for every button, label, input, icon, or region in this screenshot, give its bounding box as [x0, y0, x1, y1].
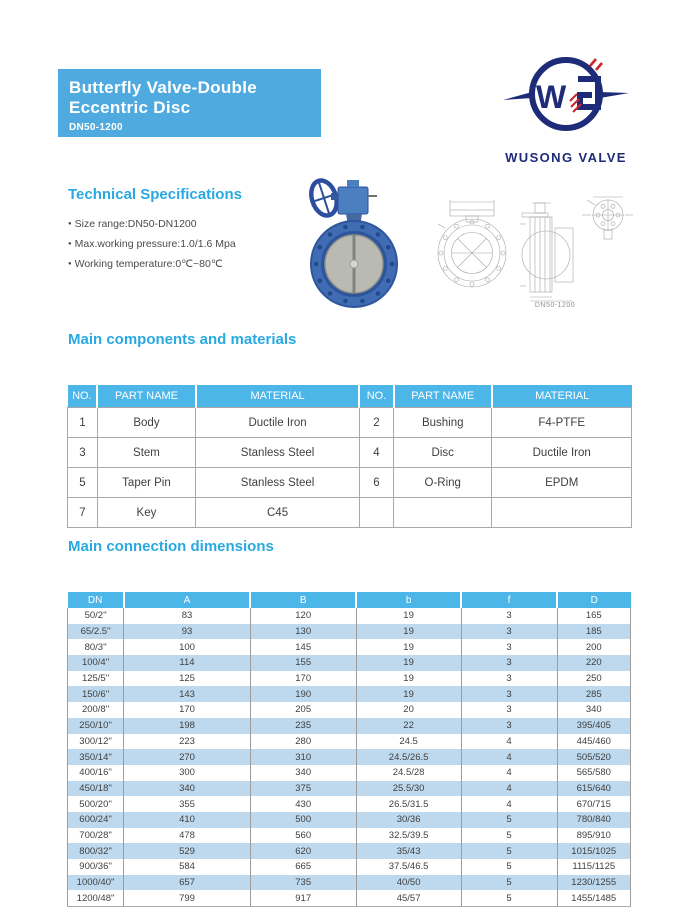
table-cell: 355 — [124, 796, 250, 812]
table-cell: 4 — [461, 749, 557, 765]
table-row — [68, 859, 631, 875]
table-cell: 529 — [124, 843, 250, 859]
table-row — [68, 408, 632, 438]
table-row — [68, 749, 631, 765]
table-cell: 2 — [359, 408, 393, 438]
brand-logo — [495, 50, 637, 165]
table-cell: 80/3'' — [68, 639, 124, 655]
table-cell: 505/520 — [557, 749, 630, 765]
table-cell: Stem — [97, 438, 195, 468]
table-cell: 50/2'' — [68, 608, 124, 624]
components-heading: Main components and materials — [68, 331, 297, 348]
table-cell: Ductile Iron — [196, 408, 360, 438]
table-cell: 200/8'' — [68, 702, 124, 718]
table-cell: Taper Pin — [97, 468, 195, 498]
table-cell: 24.5/26.5 — [356, 749, 461, 765]
table-cell: 3 — [461, 686, 557, 702]
table-row — [68, 639, 631, 655]
table-cell: 350/14'' — [68, 749, 124, 765]
table-cell: 5 — [461, 812, 557, 828]
table-cell: 20 — [356, 702, 461, 718]
product-size-range: DN50-1200 — [69, 122, 123, 133]
spec-item: ● Max.working pressure:1.0/1.6 Mpa — [68, 234, 236, 254]
table-cell: 340 — [557, 702, 630, 718]
table-cell: 100 — [124, 639, 250, 655]
table-cell: 500 — [250, 812, 356, 828]
table-row — [68, 608, 631, 624]
table-cell: 560 — [250, 828, 356, 844]
table-cell: 250/10'' — [68, 718, 124, 734]
table-cell: 375 — [250, 781, 356, 797]
table-cell: 4 — [461, 734, 557, 750]
table-cell: Stanless Steel — [196, 438, 360, 468]
table-cell: 130 — [250, 624, 356, 640]
table-cell: 5 — [461, 828, 557, 844]
column-header: f — [461, 592, 557, 608]
logo-mark-icon — [501, 50, 631, 142]
table-cell: 5 — [461, 890, 557, 906]
column-header: b — [356, 592, 461, 608]
table-row — [68, 671, 631, 687]
table-row — [68, 890, 631, 906]
column-header: B — [250, 592, 356, 608]
table-cell: 5 — [68, 468, 98, 498]
table-cell: 735 — [250, 875, 356, 891]
table-cell: Bushing — [394, 408, 492, 438]
table-header-row — [68, 385, 632, 408]
table-cell: 3 — [68, 438, 98, 468]
table-cell: 620 — [250, 843, 356, 859]
table-cell: C45 — [196, 498, 360, 528]
table-cell: 5 — [461, 859, 557, 875]
table-cell: 155 — [250, 655, 356, 671]
table-cell: 657 — [124, 875, 250, 891]
table-cell: 1115/1125 — [557, 859, 630, 875]
table-cell: 150/6'' — [68, 686, 124, 702]
table-cell: 198 — [124, 718, 250, 734]
column-header: NO. — [68, 385, 98, 408]
table-row — [68, 875, 631, 891]
product-title-banner — [58, 69, 321, 137]
table-row — [68, 468, 632, 498]
table-cell: 1455/1485 — [557, 890, 630, 906]
table-cell: 235 — [250, 718, 356, 734]
table-cell: 300 — [124, 765, 250, 781]
table-row — [68, 812, 631, 828]
column-header: PART NAME — [394, 385, 492, 408]
table-cell: 1 — [68, 408, 98, 438]
dimensions-table — [67, 592, 631, 907]
table-cell: Stanless Steel — [196, 468, 360, 498]
table-cell — [359, 498, 393, 528]
table-cell: 900/36'' — [68, 859, 124, 875]
table-cell: 6 — [359, 468, 393, 498]
table-cell: 24.5/28 — [356, 765, 461, 781]
table-cell: 478 — [124, 828, 250, 844]
table-cell: 25.5/30 — [356, 781, 461, 797]
table-row — [68, 781, 631, 797]
table-cell: 125/5'' — [68, 671, 124, 687]
table-row — [68, 686, 631, 702]
column-header: NO. — [359, 385, 393, 408]
table-row — [68, 438, 632, 468]
table-header-row — [68, 592, 631, 608]
table-cell: 3 — [461, 639, 557, 655]
table-cell: 125 — [124, 671, 250, 687]
table-row — [68, 828, 631, 844]
table-cell: 1200/48'' — [68, 890, 124, 906]
table-cell: 170 — [124, 702, 250, 718]
table-cell — [492, 498, 632, 528]
drawing-caption: DN50-1200 — [534, 302, 576, 309]
table-cell: 26.5/31.5 — [356, 796, 461, 812]
table-cell: 19 — [356, 671, 461, 687]
tech-specs-list — [68, 214, 236, 274]
table-cell: 35/43 — [356, 843, 461, 859]
table-row — [68, 624, 631, 640]
components-table — [67, 385, 632, 528]
table-cell: 895/910 — [557, 828, 630, 844]
table-cell: 223 — [124, 734, 250, 750]
table-cell — [394, 498, 492, 528]
table-row — [68, 843, 631, 859]
table-cell: 32.5/39.5 — [356, 828, 461, 844]
table-cell: 22 — [356, 718, 461, 734]
table-cell: 799 — [124, 890, 250, 906]
table-cell: 1015/1025 — [557, 843, 630, 859]
product-title-line2: Eccentric Disc — [69, 98, 191, 117]
dimensions-heading: Main connection dimensions — [68, 538, 274, 555]
table-cell: 93 — [124, 624, 250, 640]
table-cell: 3 — [461, 608, 557, 624]
table-cell: 19 — [356, 655, 461, 671]
brand-name: WUSONG VALVE — [505, 150, 627, 165]
table-cell: 19 — [356, 686, 461, 702]
table-row — [68, 718, 631, 734]
table-cell: 584 — [124, 859, 250, 875]
table-cell: 205 — [250, 702, 356, 718]
table-cell: 165 — [557, 608, 630, 624]
table-cell: 30/36 — [356, 812, 461, 828]
table-cell: 395/405 — [557, 718, 630, 734]
table-cell: 565/580 — [557, 765, 630, 781]
table-cell: 19 — [356, 608, 461, 624]
spec-item: ● Working temperature:0℃~80℃ — [68, 254, 236, 274]
table-cell: EPDM — [492, 468, 632, 498]
table-cell: 4 — [461, 781, 557, 797]
table-cell: 3 — [461, 718, 557, 734]
table-cell: 120 — [250, 608, 356, 624]
table-cell: 670/715 — [557, 796, 630, 812]
table-cell: 340 — [250, 765, 356, 781]
table-cell: 780/840 — [557, 812, 630, 828]
tech-specs-heading: Technical Specifications — [68, 186, 242, 203]
table-cell: 4 — [461, 796, 557, 812]
table-row — [68, 734, 631, 750]
table-cell: 45/57 — [356, 890, 461, 906]
table-cell: 917 — [250, 890, 356, 906]
table-cell: 1230/1255 — [557, 875, 630, 891]
table-cell: 400/16'' — [68, 765, 124, 781]
table-cell: 600/24'' — [68, 812, 124, 828]
table-cell: 190 — [250, 686, 356, 702]
table-cell: 37.5/46.5 — [356, 859, 461, 875]
table-cell: Key — [97, 498, 195, 528]
technical-drawings — [436, 194, 660, 306]
table-row — [68, 702, 631, 718]
table-cell: 170 — [250, 671, 356, 687]
table-row — [68, 498, 632, 528]
table-cell: Ductile Iron — [492, 438, 632, 468]
table-cell: 3 — [461, 624, 557, 640]
column-header: DN — [68, 592, 124, 608]
table-cell: 665 — [250, 859, 356, 875]
table-cell: 340 — [124, 781, 250, 797]
table-cell: 100/4'' — [68, 655, 124, 671]
table-cell: 3 — [461, 702, 557, 718]
table-cell: 450/18'' — [68, 781, 124, 797]
table-cell: 220 — [557, 655, 630, 671]
table-cell: 19 — [356, 624, 461, 640]
table-cell: 800/32'' — [68, 843, 124, 859]
table-cell: 40/50 — [356, 875, 461, 891]
table-cell: 65/2.5'' — [68, 624, 124, 640]
table-cell: 19 — [356, 639, 461, 655]
table-row — [68, 796, 631, 812]
table-cell: 143 — [124, 686, 250, 702]
table-cell: 3 — [461, 655, 557, 671]
table-cell: 615/640 — [557, 781, 630, 797]
product-title-line1: Butterfly Valve-Double — [69, 78, 257, 97]
column-header: PART NAME — [97, 385, 195, 408]
table-cell: 430 — [250, 796, 356, 812]
table-cell: Disc — [394, 438, 492, 468]
table-cell: 83 — [124, 608, 250, 624]
table-cell: 5 — [461, 843, 557, 859]
table-cell: 280 — [250, 734, 356, 750]
table-cell: F4-PTFE — [492, 408, 632, 438]
table-cell: 3 — [461, 671, 557, 687]
table-cell: 445/460 — [557, 734, 630, 750]
valve-product-photo — [294, 174, 414, 310]
table-cell: 500/20'' — [68, 796, 124, 812]
product-title — [69, 78, 321, 118]
table-cell: 4 — [359, 438, 393, 468]
table-cell: 4 — [461, 765, 557, 781]
table-cell: 200 — [557, 639, 630, 655]
table-cell: 5 — [461, 875, 557, 891]
table-cell: 410 — [124, 812, 250, 828]
table-cell: 24.5 — [356, 734, 461, 750]
table-row — [68, 655, 631, 671]
table-cell: 185 — [557, 624, 630, 640]
table-cell: 270 — [124, 749, 250, 765]
table-cell: 1000/40'' — [68, 875, 124, 891]
table-cell: 250 — [557, 671, 630, 687]
table-row — [68, 765, 631, 781]
column-header: A — [124, 592, 250, 608]
table-cell: 300/12'' — [68, 734, 124, 750]
column-header: MATERIAL — [196, 385, 360, 408]
table-cell: O-Ring — [394, 468, 492, 498]
column-header: MATERIAL — [492, 385, 632, 408]
table-cell: 310 — [250, 749, 356, 765]
table-cell: 145 — [250, 639, 356, 655]
table-cell: 7 — [68, 498, 98, 528]
table-cell: 700/28'' — [68, 828, 124, 844]
table-cell: 285 — [557, 686, 630, 702]
table-cell: Body — [97, 408, 195, 438]
spec-item: ● Size range:DN50-DN1200 — [68, 214, 236, 234]
column-header: D — [557, 592, 630, 608]
table-cell: 114 — [124, 655, 250, 671]
svg-text:W: W — [536, 79, 567, 115]
